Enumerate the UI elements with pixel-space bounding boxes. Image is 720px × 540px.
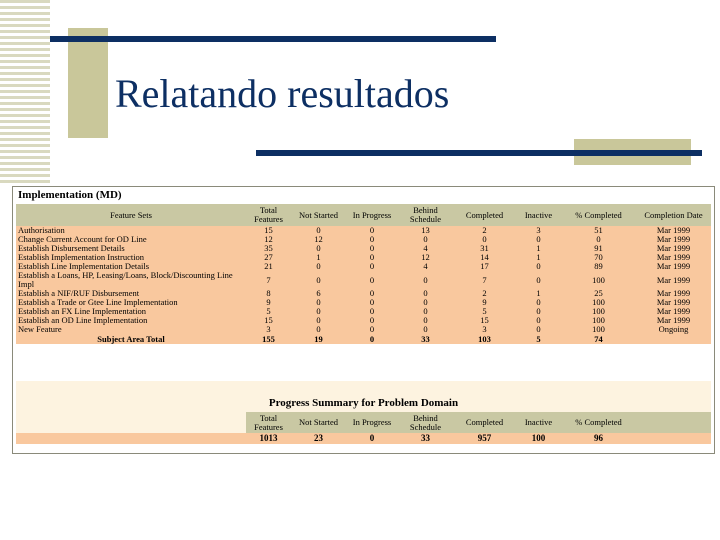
- column-header: Not Started: [291, 204, 346, 226]
- table-cell: 0: [516, 271, 561, 289]
- table-cell: 7: [453, 271, 516, 289]
- feature-set-name: Authorisation: [16, 226, 246, 235]
- table-cell: 0: [291, 316, 346, 325]
- table-cell: 5: [246, 307, 291, 316]
- summary-column-header: Total Features: [246, 412, 291, 433]
- table-row: [16, 226, 711, 235]
- table-cell: 100: [561, 325, 636, 334]
- table-cell: 3: [516, 226, 561, 235]
- blank-cell: [636, 433, 711, 444]
- total-cell: 103: [453, 334, 516, 344]
- table-cell: 0: [453, 235, 516, 244]
- summary-cell: 957: [453, 433, 516, 444]
- table-cell: 0: [516, 298, 561, 307]
- table-cell: 13: [398, 226, 453, 235]
- feature-set-name: Establish Implementation Instruction: [16, 253, 246, 262]
- summary-cell: 100: [516, 433, 561, 444]
- summary-table: [16, 412, 711, 444]
- table-cell: 0: [398, 325, 453, 334]
- column-header: Completion Date: [636, 204, 711, 226]
- table-cell: 0: [291, 262, 346, 271]
- slide-title: Relatando resultados: [115, 71, 450, 116]
- table-cell: 3: [246, 325, 291, 334]
- table-cell: 0: [291, 244, 346, 253]
- table-cell: 7: [246, 271, 291, 289]
- table-cell: 12: [291, 235, 346, 244]
- table-cell: 1: [516, 244, 561, 253]
- table-cell: 4: [398, 244, 453, 253]
- table-cell: Mar 1999: [636, 235, 711, 244]
- total-cell: 33: [398, 334, 453, 344]
- table-cell: 0: [346, 298, 398, 307]
- table-cell: 0: [291, 226, 346, 235]
- summary-column-header: % Completed: [561, 412, 636, 433]
- table-row: [16, 235, 711, 244]
- table-cell: 2: [453, 226, 516, 235]
- table-row: [16, 289, 711, 298]
- feature-set-name: Change Current Account for OD Line: [16, 235, 246, 244]
- summary-column-header: Behind Schedule: [398, 412, 453, 433]
- table-cell: 0: [398, 289, 453, 298]
- table-row: [16, 307, 711, 316]
- column-header: % Completed: [561, 204, 636, 226]
- table-cell: 100: [561, 271, 636, 289]
- summary-cell: 33: [398, 433, 453, 444]
- table-cell: Mar 1999: [636, 316, 711, 325]
- feature-set-name: Establish an FX Line Implementation: [16, 307, 246, 316]
- implementation-table: [16, 204, 711, 344]
- table-cell: 25: [561, 289, 636, 298]
- table-cell: 0: [291, 325, 346, 334]
- table-cell: 0: [561, 235, 636, 244]
- summary-cell: 96: [561, 433, 636, 444]
- table-row: [16, 271, 711, 289]
- column-header: Inactive: [516, 204, 561, 226]
- navy-rule-bottom: [256, 150, 702, 156]
- table-cell: 89: [561, 262, 636, 271]
- table-cell: 51: [561, 226, 636, 235]
- table-cell: Mar 1999: [636, 298, 711, 307]
- table-cell: 17: [453, 262, 516, 271]
- feature-set-name: Establish a NIF/RUF Disbursement: [16, 289, 246, 298]
- summary-cell: 1013: [246, 433, 291, 444]
- feature-set-name: Establish Line Implementation Details: [16, 262, 246, 271]
- table-cell: 0: [516, 262, 561, 271]
- results-table-panel: [12, 186, 715, 454]
- table-cell: 0: [291, 271, 346, 289]
- table-row: [16, 244, 711, 253]
- table-cell: Mar 1999: [636, 307, 711, 316]
- feature-set-name: Establish Disbursement Details: [16, 244, 246, 253]
- table-cell: 21: [246, 262, 291, 271]
- total-cell: [636, 334, 711, 344]
- summary-column-header: Completed: [453, 412, 516, 433]
- table-cell: 9: [246, 298, 291, 307]
- table-cell: 0: [516, 235, 561, 244]
- table-cell: 100: [561, 298, 636, 307]
- table-cell: 0: [346, 262, 398, 271]
- table-cell: 0: [346, 325, 398, 334]
- table-cell: 1: [516, 289, 561, 298]
- tan-accent-block-left: [68, 28, 108, 138]
- summary-cell: 23: [291, 433, 346, 444]
- table-row: [16, 298, 711, 307]
- summary-title: Progress Summary for Problem Domain: [268, 397, 459, 409]
- summary-column-header: Inactive: [516, 412, 561, 433]
- feature-set-name: Establish a Loans, HP, Leasing/Loans, Block/Discounting Line Impl: [16, 271, 246, 289]
- blank-cell: [16, 433, 246, 444]
- column-header: Feature Sets: [16, 204, 246, 226]
- table-cell: Mar 1999: [636, 289, 711, 298]
- table-row: [16, 262, 711, 271]
- table-cell: 31: [453, 244, 516, 253]
- column-header: In Progress: [346, 204, 398, 226]
- subject-area-total-row: [16, 334, 711, 344]
- implementation-title: Implementation (MD): [18, 189, 122, 201]
- table-cell: 0: [346, 235, 398, 244]
- table-cell: 0: [346, 253, 398, 262]
- table-cell: Mar 1999: [636, 262, 711, 271]
- table-cell: 0: [398, 316, 453, 325]
- table-cell: 4: [398, 262, 453, 271]
- table-cell: 0: [346, 226, 398, 235]
- table-cell: 6: [291, 289, 346, 298]
- column-header: Completed: [453, 204, 516, 226]
- table-cell: 15: [246, 226, 291, 235]
- feature-set-name: Establish a Trade or Gtee Line Implementation: [16, 298, 246, 307]
- table-row: [16, 316, 711, 325]
- table-cell: 0: [516, 325, 561, 334]
- total-cell: 74: [561, 334, 636, 344]
- table-cell: 27: [246, 253, 291, 262]
- table-cell: Mar 1999: [636, 253, 711, 262]
- table-cell: 0: [291, 298, 346, 307]
- table-cell: 100: [561, 316, 636, 325]
- table-cell: 0: [398, 298, 453, 307]
- navy-rule-top: [50, 36, 496, 42]
- table-cell: 8: [246, 289, 291, 298]
- table-cell: 0: [291, 307, 346, 316]
- table-cell: Mar 1999: [636, 244, 711, 253]
- total-cell: 155: [246, 334, 291, 344]
- table-cell: 5: [453, 307, 516, 316]
- total-label: Subject Area Total: [16, 334, 246, 344]
- table-cell: 12: [398, 253, 453, 262]
- table-cell: 0: [346, 307, 398, 316]
- feature-set-name: Establish an OD Line Implementation: [16, 316, 246, 325]
- table-cell: 0: [398, 271, 453, 289]
- table-cell: 15: [246, 316, 291, 325]
- table-cell: 9: [453, 298, 516, 307]
- table-cell: 3: [453, 325, 516, 334]
- table-cell: 0: [346, 316, 398, 325]
- table-cell: 0: [346, 289, 398, 298]
- table-cell: 12: [246, 235, 291, 244]
- table-cell: 0: [516, 307, 561, 316]
- summary-column-header: In Progress: [346, 412, 398, 433]
- feature-set-name: New Feature: [16, 325, 246, 334]
- blank-header: [16, 412, 246, 433]
- table-cell: 0: [516, 316, 561, 325]
- column-header: Behind Schedule: [398, 204, 453, 226]
- table-cell: 0: [398, 307, 453, 316]
- table-row: [16, 325, 711, 334]
- summary-cell: 0: [346, 433, 398, 444]
- summary-column-header: Not Started: [291, 412, 346, 433]
- table-cell: 15: [453, 316, 516, 325]
- total-cell: 0: [346, 334, 398, 344]
- total-cell: 19: [291, 334, 346, 344]
- table-row: [16, 253, 711, 262]
- table-cell: 0: [346, 244, 398, 253]
- table-cell: Mar 1999: [636, 226, 711, 235]
- table-cell: 100: [561, 307, 636, 316]
- column-header: Total Features: [246, 204, 291, 226]
- table-cell: 1: [516, 253, 561, 262]
- table-cell: 2: [453, 289, 516, 298]
- blank-header: [636, 412, 711, 433]
- table-cell: 35: [246, 244, 291, 253]
- table-cell: Mar 1999: [636, 271, 711, 289]
- table-cell: 91: [561, 244, 636, 253]
- total-cell: 5: [516, 334, 561, 344]
- table-cell: Ongoing: [636, 325, 711, 334]
- table-cell: 1: [291, 253, 346, 262]
- table-cell: 70: [561, 253, 636, 262]
- striped-decoration: [0, 0, 50, 185]
- table-cell: 14: [453, 253, 516, 262]
- table-cell: 0: [398, 235, 453, 244]
- table-cell: 0: [346, 271, 398, 289]
